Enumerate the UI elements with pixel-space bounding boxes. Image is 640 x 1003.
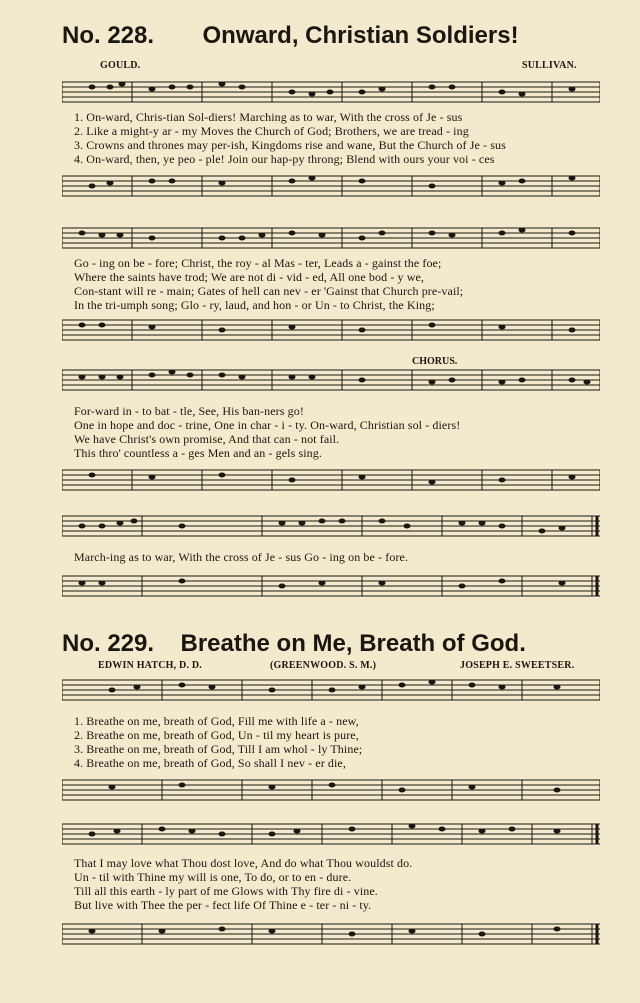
verse-line: We have Christ's own promise, And that can - not fail. bbox=[74, 432, 340, 446]
staff-lines bbox=[62, 776, 600, 806]
verse-line: 1. Breathe on me, breath of God, Fill me with life a - new, bbox=[74, 714, 359, 728]
verse-line: 1. On-ward, Chris-tian Sol-diers! Marching as to war, With the cross of Je - sus bbox=[74, 110, 463, 124]
staff-lines bbox=[62, 676, 600, 706]
verse-line: 4. Breathe on me, breath of God, So shall I nev - er die, bbox=[74, 756, 346, 770]
verse-line: In the tri-umph song; Glo - ry, laud, and hon - or Un - to Christ, the King; bbox=[74, 298, 435, 312]
verse-line: 4. On-ward, then, ye peo - ple! Join our hap-py throng; Blend with ours your voi - ces bbox=[74, 152, 495, 166]
verse-line: 2. Like a might-y ar - my Moves the Church of God; Brothers, we are tread - ing bbox=[74, 124, 469, 138]
music-system-5 bbox=[62, 672, 600, 812]
verse-line: Where the saints have trod; We are not di - vid - ed, All one bod - y we, bbox=[74, 270, 425, 284]
staff-lines bbox=[62, 78, 600, 108]
music-system-6 bbox=[62, 820, 600, 970]
staff-lines bbox=[62, 366, 600, 396]
bass-staff bbox=[62, 572, 600, 596]
staff-lines bbox=[62, 572, 600, 602]
hymn-229-heading bbox=[62, 630, 620, 658]
tune-name: (GREENWOOD. S. M.) bbox=[270, 660, 377, 671]
music-system-4 bbox=[62, 510, 600, 610]
hymn-number: No. 229. bbox=[62, 630, 155, 657]
staff-lines bbox=[62, 920, 600, 950]
bass-staff bbox=[62, 316, 600, 340]
hymn-228-heading bbox=[62, 22, 620, 50]
bass-staff bbox=[62, 776, 600, 800]
verse-line: But live with Thee the per - fect life Of Thine e - ter - ni - ty. bbox=[74, 898, 372, 912]
hymn-number: No. 228. bbox=[62, 22, 155, 49]
music-system-1 bbox=[62, 70, 600, 220]
staff-lines bbox=[62, 512, 600, 542]
lyricist-credit: EDWIN HATCH, D. D. bbox=[98, 660, 202, 671]
verse-line: 2. Breathe on me, breath of God, Un - til my heart is pure, bbox=[74, 728, 359, 742]
verse-line: For-ward in - to bat - tle, See, His ban-ners go! bbox=[74, 404, 304, 418]
staff-lines bbox=[62, 316, 600, 346]
bass-staff bbox=[62, 920, 600, 944]
treble-staff bbox=[62, 512, 600, 536]
music-system-3 bbox=[62, 366, 600, 506]
composer-credit: JOSEPH E. SWEETSER. bbox=[460, 660, 575, 671]
verse-line: Un - til with Thine my will is one, To do, or to en - dure. bbox=[74, 870, 352, 884]
bass-staff bbox=[62, 466, 600, 490]
hymn-title: Breathe on Me, Breath of God. bbox=[180, 630, 526, 657]
verse-line: That I may love what Thou dost love, And do what Thou wouldst do. bbox=[74, 856, 413, 870]
verse-line: 3. Breathe on me, breath of God, Till I am whol - ly Thine; bbox=[74, 742, 363, 756]
verse-line: One in hope and doc - trine, One in char - i - ty. On-ward, Christian sol - diers! bbox=[74, 418, 461, 432]
staff-lines bbox=[62, 172, 600, 202]
treble-staff bbox=[62, 820, 600, 844]
treble-staff bbox=[62, 366, 600, 390]
treble-staff bbox=[62, 676, 600, 700]
hymn-title: Onward, Christian Soldiers! bbox=[202, 22, 519, 49]
composer-credit: SULLIVAN. bbox=[522, 60, 577, 71]
treble-staff bbox=[62, 78, 600, 102]
verse-line: Go - ing on be - fore; Christ, the roy - al Mas - ter, Leads a - gainst the foe; bbox=[74, 256, 442, 270]
lyricist-credit: GOULD. bbox=[100, 60, 141, 71]
chorus-label: CHORUS. bbox=[412, 356, 458, 367]
verse-line: March-ing as to war, With the cross of Je - sus Go - ing on be - fore. bbox=[74, 550, 409, 564]
verse-line: Con-stant will re - main; Gates of hell can nev - er 'Gainst that Church pre-vail; bbox=[74, 284, 464, 298]
music-system-2 bbox=[62, 222, 600, 362]
verse-line: Till all this earth - ly part of me Glows with Thy fire di - vine. bbox=[74, 884, 378, 898]
staff-lines bbox=[62, 224, 600, 254]
verse-line: This thro' countless a - ges Men and an - gels sing. bbox=[74, 446, 322, 460]
treble-staff bbox=[62, 224, 600, 248]
bass-staff bbox=[62, 172, 600, 196]
verse-line: 3. Crowns and thrones may per-ish, Kingdoms rise and wane, But the Church of Je - sus bbox=[74, 138, 506, 152]
staff-lines bbox=[62, 466, 600, 496]
staff-lines bbox=[62, 820, 600, 850]
